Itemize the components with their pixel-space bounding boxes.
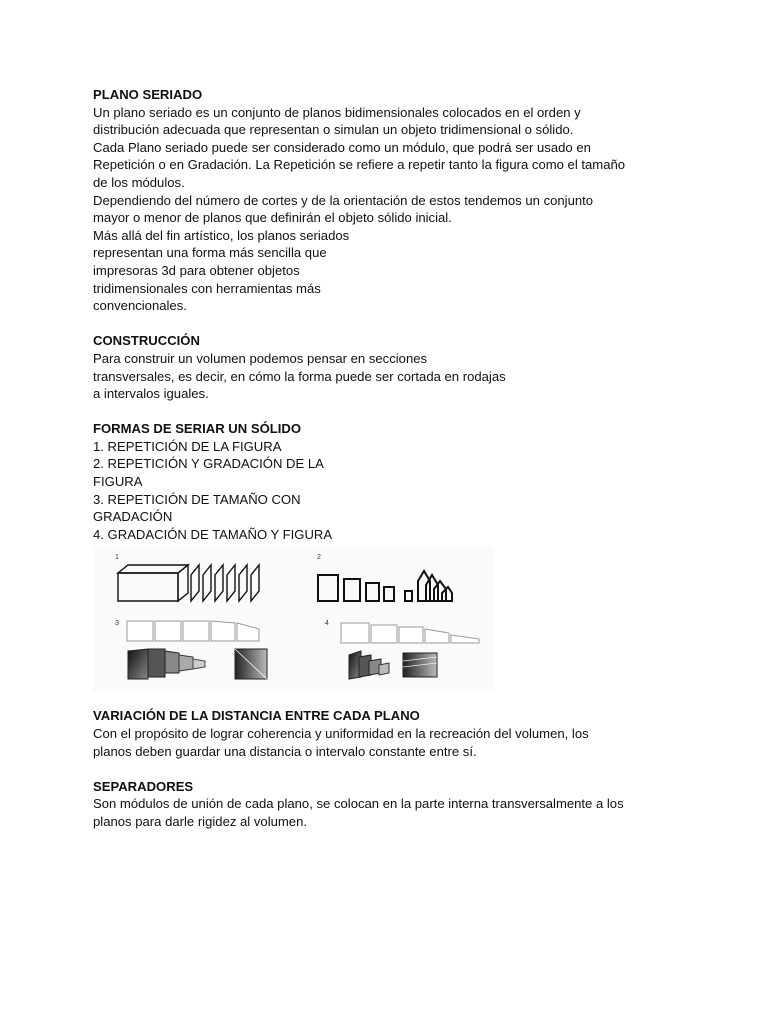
paragraph-line: de los módulos.: [93, 174, 185, 190]
list-item: 4. GRADACIÓN DE TAMAÑO Y FIGURA: [93, 526, 333, 542]
paragraph-line: Un plano seriado es un conjunto de planos bidimensionales colocados en el orden y: [93, 104, 581, 120]
figure-label: 2: [317, 554, 321, 562]
repetition-of-figure-drawing: [118, 565, 259, 601]
figure-label: 4: [325, 620, 329, 628]
section-heading: VARIACIÓN DE LA DISTANCIA ENTRE CADA PLANO: [93, 708, 420, 724]
paragraph-line: transversales, es decir, en cómo la forma puede ser cortada en rodajas: [93, 368, 506, 384]
paragraph-line: representan una forma más sencilla que: [93, 245, 327, 261]
paragraph-line: Cada Plano seriado puede ser considerado como un módulo, que podrá ser usado en: [93, 139, 591, 155]
paragraph-line: convencionales.: [93, 298, 187, 314]
paragraph-line: Con el propósito de lograr coherencia y uniformidad en la recreación del volumen, los: [93, 726, 589, 742]
section-variacion-distancia: [93, 707, 693, 760]
section-heading: SEPARADORES: [93, 778, 194, 794]
list-item: 1. REPETICIÓN DE LA FIGURA: [93, 438, 282, 454]
section-construccion: [93, 332, 693, 402]
section-formas-de-seriar: [93, 420, 693, 543]
serial-planes-figure: [93, 545, 495, 691]
section-heading: PLANO SERIADO: [93, 87, 203, 102]
paragraph-line: Dependiendo del número de cortes y de la orientación de estos tendemos un conjunto: [93, 192, 594, 208]
paragraph-line: impresoras 3d para obtener objetos: [93, 262, 300, 278]
section-heading: CONSTRUCCIÓN: [93, 333, 200, 349]
paragraph-line: Más allá del fin artístico, los planos seriados: [93, 227, 350, 243]
paragraph-line: distribución adecuada que representan o simulan un objeto tridimensional o sólido.: [93, 122, 574, 138]
paragraph-line: planos deben guardar una distancia o intervalo constante entre sí.: [93, 743, 477, 759]
figure-label: 1: [115, 554, 119, 562]
list-item: 2. REPETICIÓN Y GRADACIÓN DE LA: [93, 456, 324, 472]
list-item: 3. REPETICIÓN DE TAMAÑO CON: [93, 491, 301, 507]
size-figure-gradation-drawing: [341, 623, 479, 643]
paragraph-line: planos para darle rigidez al volumen.: [93, 814, 307, 829]
paragraph-line: Repetición o en Gradación. La Repetición se refiere a repetir tanto la figura como el tamaño: [93, 157, 626, 173]
size-figure-gradation-3d-drawing: [349, 651, 437, 679]
section-plano-seriado: [93, 86, 693, 315]
paragraph-line: tridimensionales con herramientas más: [93, 280, 321, 296]
section-separadores: [93, 778, 693, 831]
paragraph-line: a intervalos iguales.: [93, 386, 209, 402]
paragraph-line: Para construir un volumen podemos pensar en secciones: [93, 350, 428, 366]
figure-label: 3: [115, 620, 119, 628]
list-item: GRADACIÓN: [93, 509, 173, 525]
list-item: FIGURA: [93, 474, 143, 490]
paragraph-line: mayor o menor de planos que definirán el objeto sólido inicial.: [93, 210, 452, 226]
section-heading: FORMAS DE SERIAR UN SÓLIDO: [93, 421, 302, 437]
size-repetition-3d-drawing: [128, 649, 267, 679]
size-repetition-drawing: [127, 621, 259, 641]
document-body: [93, 86, 693, 831]
paragraph-line: Son módulos de unión de cada plano, se colocan en la parte interna transversalmente a los: [93, 796, 624, 812]
repetition-gradation-drawing: [318, 571, 452, 601]
figure-illustration: [93, 545, 495, 691]
